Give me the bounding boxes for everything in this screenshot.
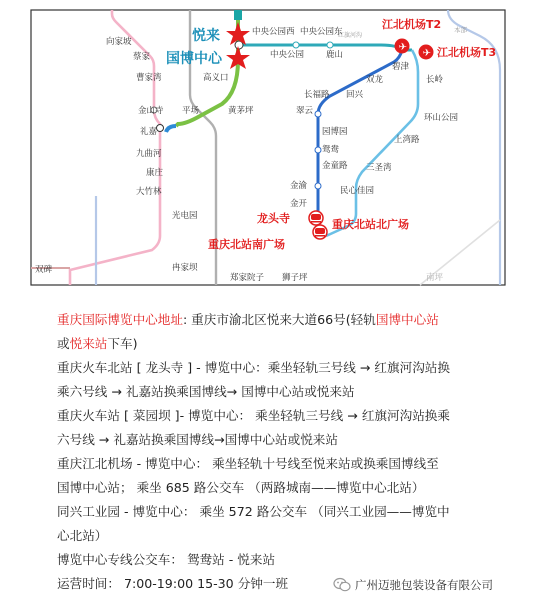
- svg-text:双碑: 双碑: [35, 265, 53, 275]
- svg-text:✈: ✈: [398, 42, 407, 53]
- svg-text:翠云: 翠云: [296, 106, 314, 116]
- info-line: 心北站）: [57, 528, 108, 543]
- info-line: 重庆火车北站 [ 龙头寺 ] - 博览中心：乘坐轻轨三号线 → 红旗河沟站换: [57, 360, 450, 375]
- station-longtousi: 龙头寺: [257, 212, 290, 225]
- info-line: 国博中心站； 乘坐 685 路公交车 （两路城南——博览中心北站）: [57, 480, 425, 495]
- interchange-lijia: [157, 125, 164, 132]
- svg-text:鹿山: 鹿山: [326, 50, 344, 60]
- svg-text:双龙: 双龙: [366, 75, 384, 85]
- svg-text:回兴: 回兴: [346, 90, 364, 100]
- station-t2: 江北机场T2: [382, 18, 442, 31]
- info-line: 重庆江北机场 - 博览中心： 乘坐轻轨十号线至悦来站或换乘国博线至: [57, 456, 439, 471]
- svg-text:环山公园: 环山公园: [424, 113, 459, 123]
- station-cq-north-north: 重庆北站北广场: [332, 218, 409, 231]
- svg-text:金童路: 金童路: [322, 161, 348, 171]
- svg-text:✈: ✈: [422, 48, 431, 59]
- info-line-address: 重庆国际博览中心地址: 重庆市渝北区悦来大道66号(轻轨国博中心站: [57, 312, 439, 327]
- footer-text: 广州迈驰包装设备有限公司: [355, 578, 493, 592]
- svg-text:三圣湾: 三圣湾: [366, 163, 392, 173]
- svg-text:中央公园: 中央公园: [270, 50, 305, 60]
- svg-text:长福路: 长福路: [304, 90, 330, 100]
- svg-text:红旗河沟: 红旗河沟: [338, 32, 363, 39]
- svg-text:碧津: 碧津: [392, 62, 410, 72]
- svg-text:中央公园东: 中央公园东: [300, 27, 343, 37]
- station-cq-north-south: 重庆北站南广场: [208, 238, 285, 251]
- info-line: 重庆火车站 [ 菜园坝 ]- 博览中心： 乘坐轻轨三号线 → 红旗河沟站换乘: [57, 408, 450, 423]
- svg-text:曹家湾: 曹家湾: [136, 73, 162, 83]
- train-north-icon: [313, 225, 327, 239]
- info-text: 重庆国际博览中心地址: 重庆市渝北区悦来大道66号(轻轨国博中心站 或悦来站下车) 重庆火车北站 [ 龙头寺 ] - 博览中心：乘坐轻轨三号线 → 红旗河沟站换 乘六号线 → 礼嘉站换乘国博线→ 国博中心站或悦来站 重庆火车站 [ 菜园坝 ]- 博览中心： 乘坐轻轨三号线 → 红旗河沟站换乘 六号线 → 礼嘉站换乘国博线→国博中心站或悦来站 重庆江北机场 - 博览中心： 乘坐轻轨十号线至悦来站或换乘国博线至 国博中心站； 乘坐 685 路公交车 （两路城南——博览中心北站） 同兴工业园 - 博览中心： 乘坐 572 路公交车 （同兴工业园——博览中 心北站） 博览中心专线公交车： 鸳鸯站 - 悦来站 运营时间： 7:00-19:00 15-30 分钟一班: [57, 308, 497, 596]
- svg-text:平场: 平场: [182, 106, 200, 116]
- wechat-icon: [333, 577, 351, 593]
- train-longtousi-icon: [309, 211, 323, 225]
- svg-text:大竹林: 大竹林: [136, 187, 162, 197]
- svg-text:冉家坝: 冉家坝: [172, 263, 198, 273]
- svg-text:鸳鸯: 鸳鸯: [322, 145, 340, 155]
- svg-text:蔡家: 蔡家: [133, 52, 151, 62]
- svg-text:金渝: 金渝: [290, 181, 308, 191]
- svg-text:光电园: 光电园: [172, 211, 198, 221]
- footer-brand: [333, 573, 533, 597]
- svg-text:金开: 金开: [290, 199, 308, 209]
- station-yuelai: 悦来: [192, 28, 220, 44]
- info-line: 乘六号线 → 礼嘉站换乘国博线→ 国博中心站或悦来站: [57, 384, 355, 399]
- metro-map: [0, 0, 535, 300]
- svg-text:礼嘉: 礼嘉: [140, 127, 158, 137]
- station-t3: 江北机场T3: [437, 46, 497, 59]
- svg-text:上湾路: 上湾路: [394, 135, 420, 145]
- svg-text:高义口: 高义口: [203, 73, 229, 83]
- svg-text:黄茅坪: 黄茅坪: [228, 106, 254, 116]
- svg-text:狮子坪: 狮子坪: [282, 273, 308, 283]
- svg-text:金山寺: 金山寺: [138, 106, 164, 116]
- svg-text:长岭: 长岭: [426, 75, 444, 85]
- svg-text:向家坡: 向家坡: [106, 37, 132, 47]
- svg-text:中央公园西: 中央公园西: [252, 27, 295, 37]
- info-line: 六号线 → 礼嘉站换乘国博线→国博中心站或悦来站: [57, 432, 338, 447]
- svg-text:本部: 本部: [454, 26, 467, 34]
- line-10-marker: [234, 10, 242, 20]
- svg-text:郑家院子: 郑家院子: [230, 273, 265, 283]
- svg-text:九曲河: 九曲河: [136, 149, 162, 159]
- svg-text:民心佳园: 民心佳园: [340, 186, 375, 196]
- info-line: 运营时间： 7:00-19:00 15-30 分钟一班: [57, 576, 289, 591]
- svg-text:康庄: 康庄: [146, 168, 164, 178]
- svg-text:园博园: 园博园: [322, 127, 348, 137]
- svg-text:南坪: 南坪: [426, 273, 444, 283]
- info-line: 博览中心专线公交车： 鸳鸯站 - 悦来站: [57, 552, 276, 567]
- info-line: 同兴工业园 - 博览中心： 乘坐 572 路公交车 （同兴工业园——博览中: [57, 504, 450, 519]
- station-guobo: 国博中心: [166, 51, 222, 67]
